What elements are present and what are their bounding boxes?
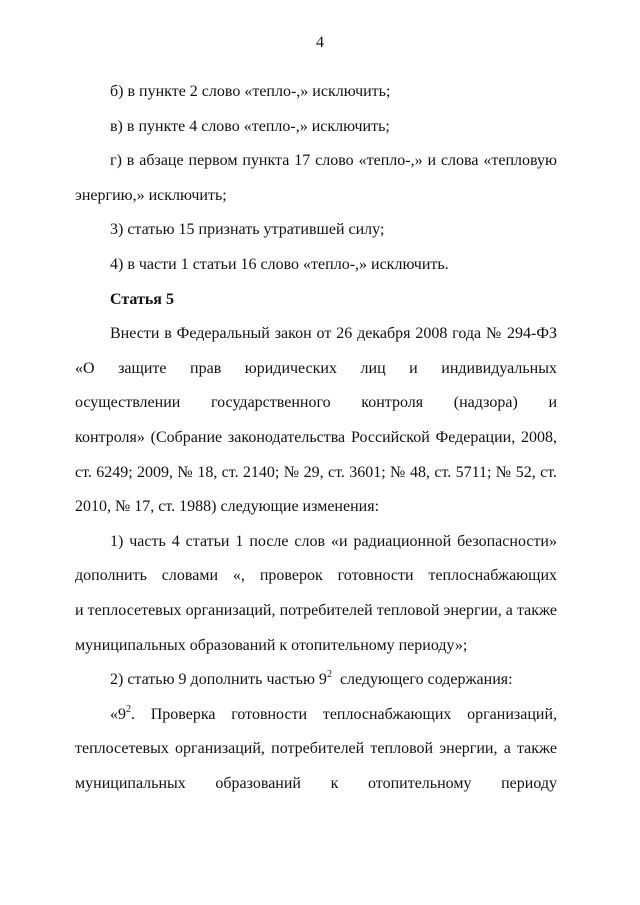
text-line: 4) в части 1 статьи 16 слово «тепло-,» исключить. — [110, 255, 449, 273]
text-line: в) в пункте 4 слово «тепло-,» исключить; — [110, 117, 390, 135]
document-body — [75, 75, 557, 801]
text-line: контроля» (Собрание законодательства Российской Федерации, 2008, — [75, 428, 557, 446]
text-line: и теплосетевых организаций, потребителей тепловой энергии, а также — [75, 601, 557, 619]
text-part: 2) статью 9 дополнить частью 9 — [110, 671, 327, 689]
text-line — [75, 698, 557, 733]
superscript: 2 — [126, 703, 131, 715]
text-line: муниципальных образований к отопительному периоду»; — [75, 636, 468, 654]
text-line: «О защите прав юридических лиц и индивидуальных — [75, 359, 557, 377]
text-part: следующего содержания: — [331, 671, 513, 689]
text-part: . Проверка готовности теплоснабжающих организаций, — [131, 705, 557, 723]
text-line: муниципальных образований к отопительному периоду — [75, 774, 557, 792]
text-line: Внести в Федеральный закон от 26 декабря 2008 года № 294-ФЗ — [110, 325, 557, 343]
text-part: «9 — [110, 705, 126, 723]
text-line: дополнить словами «, проверок готовности теплоснабжающих — [75, 567, 557, 585]
text-line: 3) статью 15 признать утратившей силу; — [110, 221, 385, 239]
text-line: г) в абзаце первом пункта 17 слово «тепло-,» и слова «тепловую — [110, 152, 557, 170]
page-number: 4 — [316, 34, 324, 51]
text-line: осуществлении государственного контроля (надзора) и — [75, 394, 557, 412]
text-line: энергию,» исключить; — [75, 186, 227, 204]
text-line: теплосетевых организаций, потребителей тепловой энергии, а также — [75, 740, 557, 758]
text-line: ст. 6249; 2009, № 18, ст. 2140; № 29, ст. 3601; № 48, ст. 5711; № 52, ст. — [75, 463, 557, 481]
text-line — [75, 663, 557, 698]
text-line: б) в пункте 2 слово «тепло-,» исключить; — [110, 83, 391, 100]
article-heading: Статья 5 — [110, 290, 174, 308]
text-line: 1) часть 4 статьи 1 после слов «и радиационной безопасности» — [110, 532, 557, 550]
superscript: 2 — [326, 669, 332, 681]
text-line: 2010, № 17, ст. 1988) следующие изменения: — [75, 498, 380, 516]
